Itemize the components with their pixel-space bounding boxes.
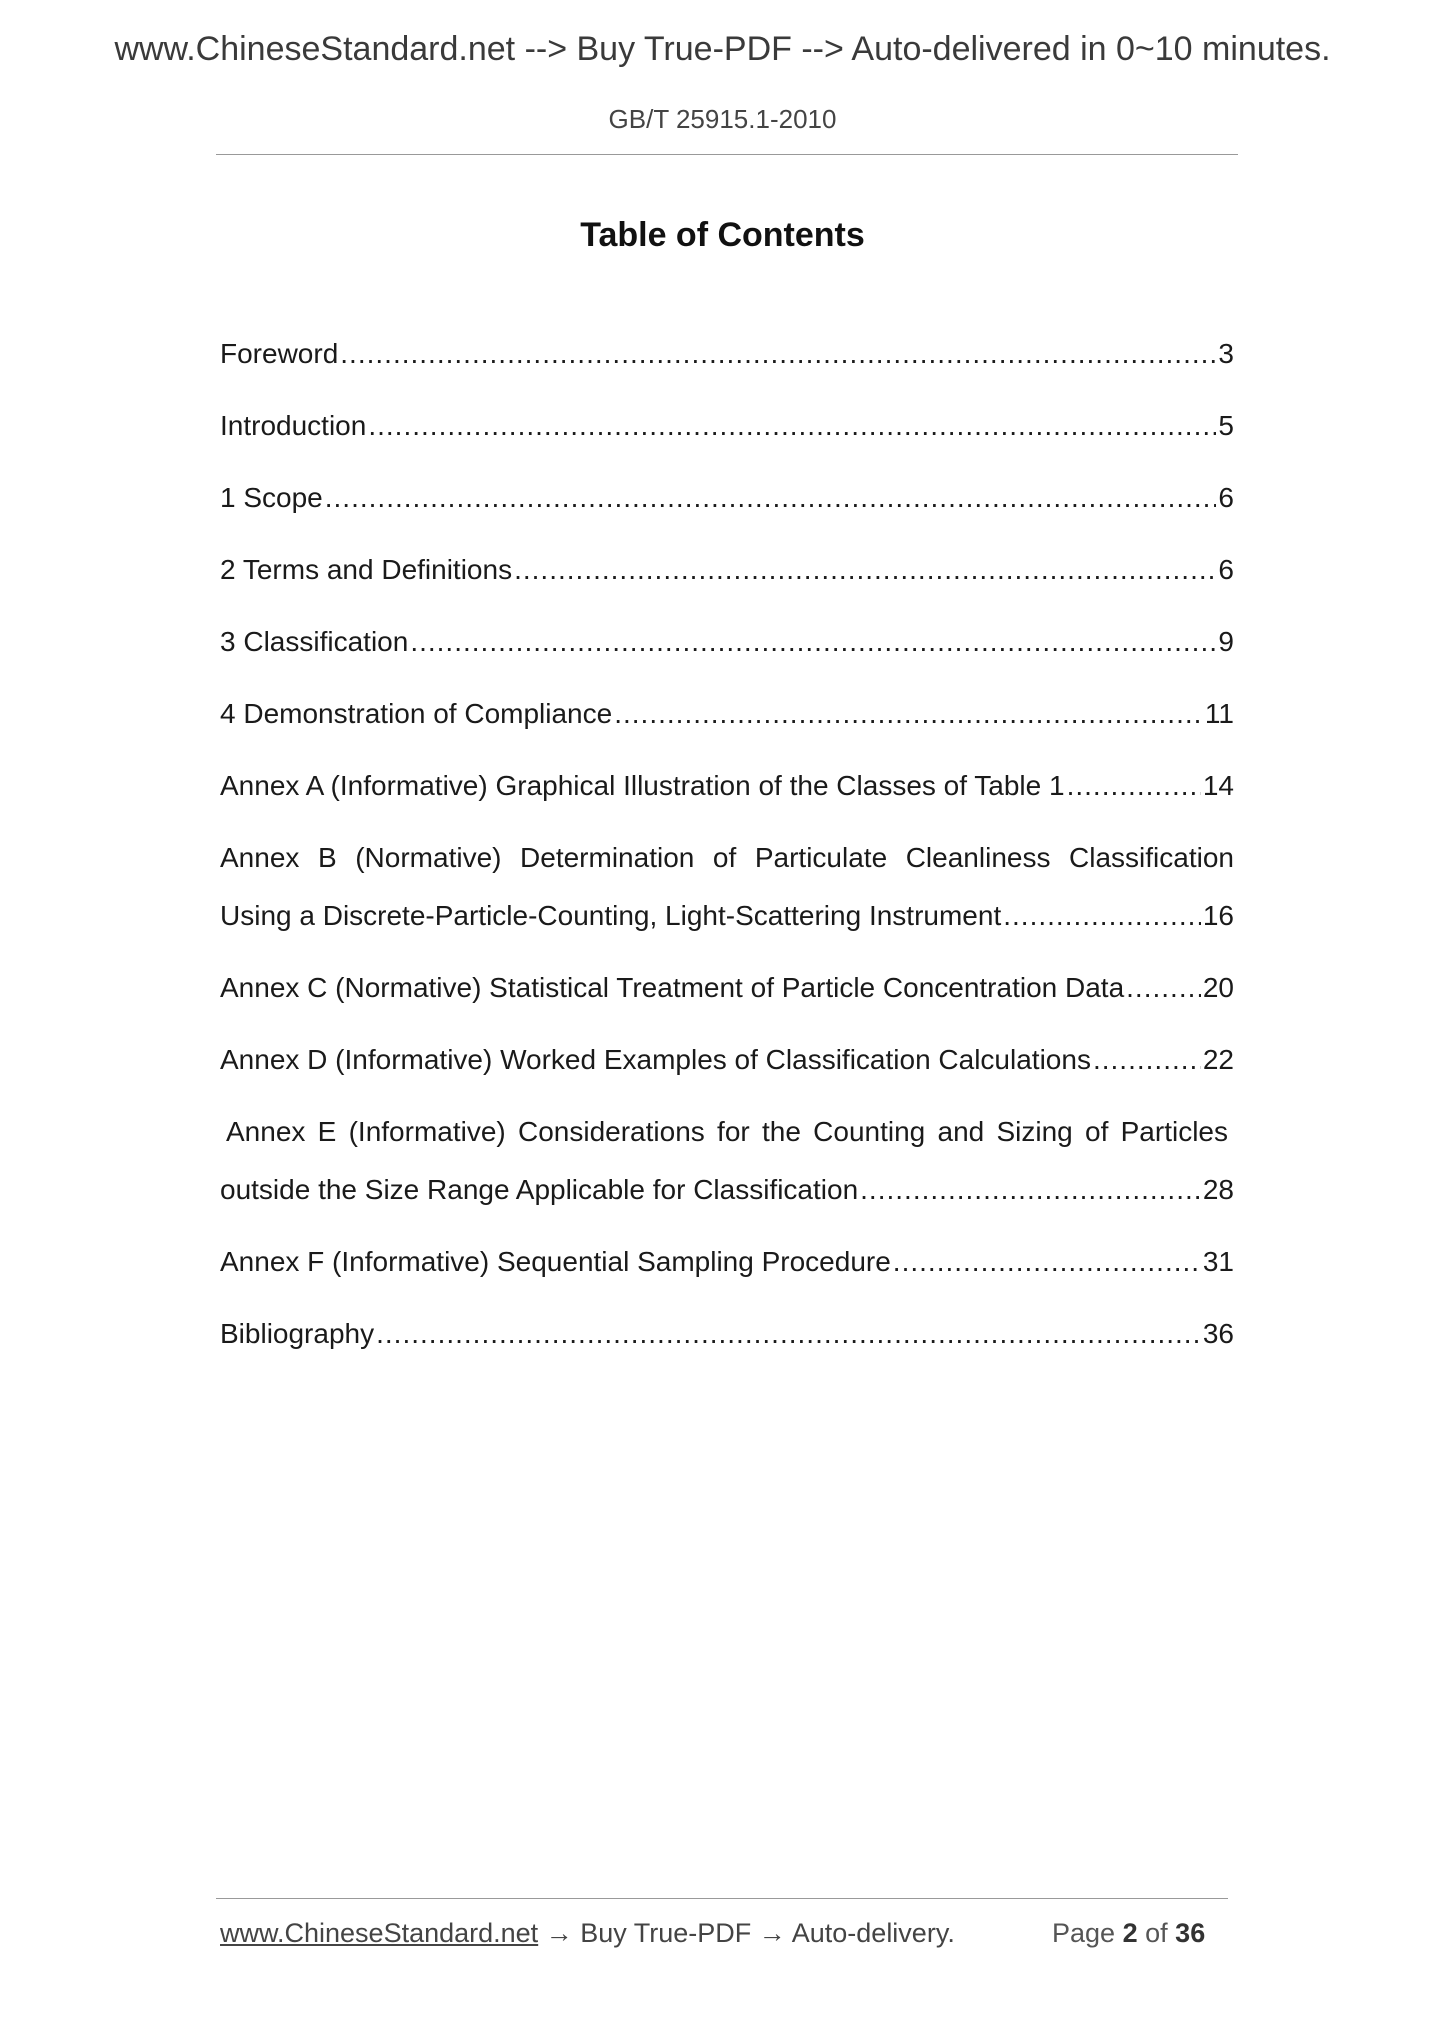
toc-entry-page: 31: [1202, 1246, 1234, 1277]
toc-entry-page: 22: [1202, 1044, 1234, 1075]
table-of-contents: [220, 338, 1234, 1390]
page-number: [1052, 1918, 1205, 1949]
toc-entry-title: Annex A (Informative) Graphical Illustration of the Classes of Table 1: [220, 770, 1065, 801]
toc-entry-page: 11: [1204, 698, 1234, 729]
toc-entry-title-line2: Using a Discrete-Particle-Counting, Light-Scattering Instrument: [220, 900, 1002, 931]
footer-site-link[interactable]: www.ChineseStandard.net: [220, 1918, 539, 1948]
toc-entry-page: 20: [1202, 972, 1234, 1003]
dot-leader: [1093, 1044, 1201, 1076]
dot-leader: [514, 554, 1216, 586]
page-title: Table of Contents: [580, 216, 865, 254]
toc-entry-page: 16: [1202, 900, 1234, 931]
header-divider: [216, 154, 1238, 155]
toc-entry-page: 5: [1218, 410, 1234, 441]
footer-divider: [216, 1898, 1228, 1899]
toc-entry-page: 36: [1202, 1318, 1234, 1349]
toc-entry-classification[interactable]: [220, 626, 1234, 658]
footer-site: [220, 1918, 955, 1949]
toc-entry-annex-b[interactable]: [220, 842, 1234, 932]
page-label: Page: [1052, 1918, 1116, 1948]
dot-leader: [614, 698, 1203, 730]
dot-leader: [893, 1246, 1201, 1278]
toc-entry-scope[interactable]: [220, 482, 1234, 514]
toc-entry-annex-c[interactable]: [220, 972, 1234, 1004]
toc-entry-annex-d[interactable]: [220, 1044, 1234, 1076]
toc-entry-page: 28: [1202, 1174, 1234, 1205]
dot-leader: [325, 482, 1217, 514]
toc-entry-title: Annex D (Informative) Worked Examples of Classification Calculations: [220, 1044, 1091, 1075]
page-total: 36: [1175, 1918, 1206, 1948]
document-code: GB/T 25915.1-2010: [608, 104, 837, 134]
toc-entry-page: 3: [1218, 338, 1234, 369]
toc-entry-title: Annex F (Informative) Sequential Sampling Procedure: [220, 1246, 891, 1277]
toc-entry-title: Foreword: [220, 338, 339, 369]
toc-entry-title-line2: outside the Size Range Applicable for Classification: [220, 1174, 859, 1205]
dot-leader: [860, 1174, 1201, 1206]
toc-entry-page: 14: [1202, 770, 1234, 801]
toc-entry-title-line1: Annex B (Normative) Determination of Particulate Cleanliness Classification: [220, 842, 1234, 873]
toc-entry-page: 6: [1218, 482, 1234, 513]
top-banner: www.ChineseStandard.net --> Buy True-PDF --> Auto-delivered in 0~10 minutes.: [114, 30, 1331, 68]
toc-entry-page: 9: [1218, 626, 1234, 657]
toc-entry-title: 2 Terms and Definitions: [220, 554, 513, 585]
toc-entry-terms[interactable]: [220, 554, 1234, 586]
dot-leader: [376, 1318, 1201, 1350]
page-of-label: of: [1145, 1918, 1168, 1948]
toc-entry-title: 1 Scope: [220, 482, 323, 513]
toc-entry-title: Annex C (Normative) Statistical Treatment of Particle Concentration Data: [220, 972, 1125, 1003]
dot-leader: [1067, 770, 1201, 802]
toc-entry-title: 4 Demonstration of Compliance: [220, 698, 613, 729]
toc-entry-title: 3 Classification: [220, 626, 409, 657]
dot-leader: [1126, 972, 1201, 1004]
dot-leader: [340, 338, 1216, 370]
toc-entry-bibliography[interactable]: [220, 1318, 1234, 1350]
toc-entry-page: 6: [1218, 554, 1234, 585]
dot-leader: [410, 626, 1216, 658]
dot-leader: [1003, 900, 1201, 932]
footer-tagline: → Buy True-PDF → Auto-delivery.: [538, 1918, 955, 1948]
toc-entry-title-line1: Annex E (Informative) Considerations for the Counting and Sizing of Particles: [226, 1116, 1228, 1147]
toc-entry-compliance[interactable]: [220, 698, 1234, 730]
toc-entry-title: Bibliography: [220, 1318, 375, 1349]
dot-leader: [368, 410, 1216, 442]
toc-entry-title: Introduction: [220, 410, 367, 441]
toc-entry-annex-f[interactable]: [220, 1246, 1234, 1278]
toc-entry-introduction[interactable]: [220, 410, 1234, 442]
toc-entry-annex-e[interactable]: [220, 1116, 1234, 1206]
page-current: 2: [1122, 1918, 1138, 1948]
toc-entry-annex-a[interactable]: [220, 770, 1234, 802]
toc-entry-foreword[interactable]: [220, 338, 1234, 370]
